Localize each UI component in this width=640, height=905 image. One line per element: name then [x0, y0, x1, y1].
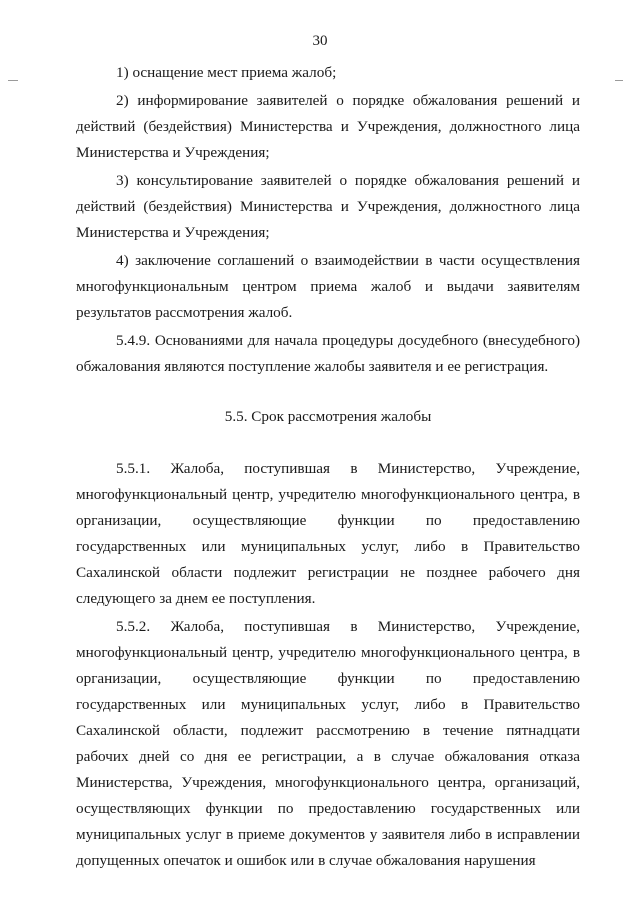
- page-number: 30: [312, 33, 328, 49]
- section-title: 5.5. Срок рассмотрения жалобы: [224, 408, 432, 425]
- scan-mark-right: [615, 80, 623, 81]
- paragraph-4: 4) заключение соглашений о взаимодействии в части осуществления многофункциональным центром приема жалоб и выдачи заявителям результатов рассмотрения жалоб.: [76, 252, 580, 321]
- paragraph-1: 1) оснащение мест приема жалоб;: [116, 64, 337, 81]
- paragraph-5-4-9: 5.4.9. Основаниями для начала процедуры досудебного (внесудебного) обжалования являются поступление жалобы заявителя и ее регистрация.: [76, 332, 580, 375]
- paragraph-5-5-1: 5.5.1. Жалоба, поступившая в Министерство, Учреждение, многофункциональный центр, учредителю многофункционального центра, в организации, осуществляющие функции по предоставлению государственных или муниципальных услуг, либо в Правительство Сахалинской области подлежит регистрации не позднее рабочего дня следующего за днем ее поступления.: [76, 460, 580, 607]
- paragraph-2: 2) информирование заявителей о порядке обжалования решений и действий (бездействия) Министерства и Учреждения, должностного лица Министерства и Учреждения;: [76, 92, 580, 161]
- document-body: [76, 60, 580, 874]
- paragraph-3: 3) консультирование заявителей о порядке обжалования решений и действий (бездействия) Министерства и Учреждения, должностного лица Министерства и Учреждения;: [76, 172, 580, 241]
- scan-mark-left: [8, 80, 18, 81]
- paragraph-5-5-2: 5.5.2. Жалоба, поступившая в Министерство, Учреждение, многофункциональный центр, учредителю многофункционального центра, в организации, осуществляющие функции по предоставлению государственных или муниципальных услуг, либо в Правительство Сахалинской области, подлежит рассмотрению в течение пятнадцати рабочих дней со дня ее регистрации, а в случае обжалования отказа Министерства, Учреждения, многофункционального центра, организаций, осуществляющих функции по предоставлению государственных или муниципальных услуг в приеме документов у заявителя либо в исправлении допущенных опечаток и ошибок или в случае обжалования нарушения: [76, 618, 580, 869]
